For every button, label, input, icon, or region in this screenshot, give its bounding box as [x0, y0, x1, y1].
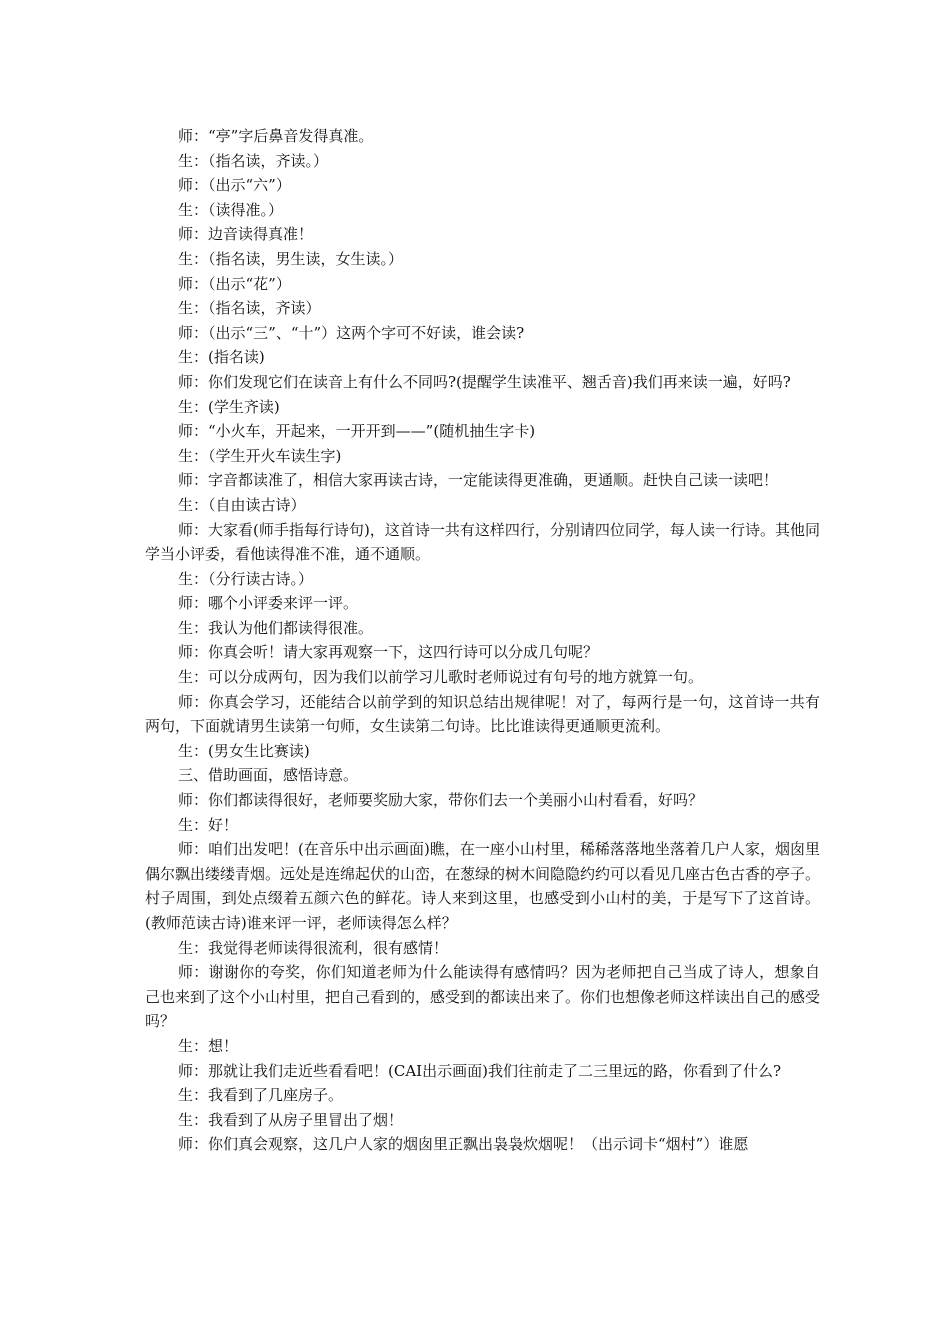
document-body: [145, 124, 820, 1157]
paragraph: 生：（学生开火车读生字): [178, 446, 342, 465]
paragraph: 生：(指名读): [178, 348, 265, 367]
paragraph: 生：（指名读，齐读。）: [178, 151, 329, 170]
paragraph: 生：我觉得老师读得很流利，很有感情！: [178, 938, 449, 957]
paragraph: 师：“亭”字后鼻音发得真准。: [178, 127, 374, 145]
paragraph: 师：咱们出发吧！(在音乐中出示画面)瞧，在一座小山村里，稀稀落落地坐落着几户人家，烟囱里偶尔飘出缕缕青烟。远处是连绵起伏的山峦，在葱绿的树木间隐隐约约可以看见几座古色古香的亭子。村子周围，到处点缀着五颜六色的鲜花。诗人来到这里，也感受到小山村的美，于是写下了这首诗。(教师范读古诗)谁来评一评，老师读得怎么样？: [145, 840, 821, 932]
paragraph: 师：你们都读得很好，老师要奖励大家，带你们去一个美丽小山村看看，好吗？: [178, 791, 704, 810]
paragraph: 师：边音读得真准！: [178, 225, 314, 244]
paragraph: 师：你们真会观察，这几户人家的烟囱里正飘出袅袅炊烟呢！（出示词卡“烟村”）谁愿: [178, 1135, 749, 1154]
paragraph: 师：谢谢你的夸奖，你们知道老师为什么能读得有感情吗？因为老师把自己当成了诗人，想象自己也来到了这个小山村里，把自己看到的，感受到的都读出来了。你们也想像老师这样读出自己的感受吗？: [145, 963, 821, 1031]
paragraph: 生：可以分成两句，因为我们以前学习儿歌时老师说过有句号的地方就算一句。: [178, 668, 704, 687]
paragraph: 生：（分行读古诗。）: [178, 569, 314, 588]
paragraph: 生：（指名读，齐读）: [178, 299, 321, 318]
paragraph: 师：你真会听！请大家再观察一下，这四行诗可以分成几句呢？: [178, 643, 599, 662]
paragraph: 生：好！: [178, 815, 239, 834]
section-heading: 三、借助画面，感悟诗意。: [178, 766, 359, 785]
paragraph: 生：（自由读古诗）: [178, 495, 306, 514]
paragraph: 师：字音都读准了，相信大家再读古诗，一定能读得更准确，更通顺。赶快自己读一读吧！: [178, 471, 779, 490]
paragraph: 生：我看到了几座房子。: [178, 1086, 344, 1105]
paragraph: 师：（出示“三”、“十”）这两个字可不好读，谁会读?: [178, 323, 525, 342]
paragraph: 师：你们发现它们在读音上有什么不同吗?(提醒学生读准平、翘舌音)我们再来读一遍，好吗?: [178, 372, 791, 391]
paragraph: 师：（出示“花”）: [178, 274, 291, 293]
paragraph: 生：想！: [178, 1036, 239, 1055]
paragraph: 生：（指名读，男生读，女生读。）: [178, 249, 404, 268]
paragraph: 师：哪个小评委来评一评。: [178, 594, 359, 613]
paragraph: 生：(学生齐读): [178, 397, 280, 416]
paragraph: 生：（读得准。）: [178, 200, 284, 219]
paragraph: 生：(男女生比赛读): [178, 741, 310, 760]
paragraph: 师：大家看(师手指每行诗句)，这首诗一共有这样四行，分别请四位同学，每人读一行诗。其他同学当小评委，看他读得准不准，通不通顺。: [145, 520, 820, 564]
paragraph: 师：你真会学习，还能结合以前学到的知识总结出规律呢！对了，每两行是一句，这首诗一共有两句，下面就请男生读第一句师，女生读第二句诗。比比谁读得更通顺更流利。: [145, 692, 820, 736]
paragraph: 师：那就让我们走近些看看吧！(CAI出示画面)我们往前走了二三里远的路，你看到了什么?: [178, 1061, 781, 1080]
paragraph: 生：我认为他们都读得很准。: [178, 618, 374, 637]
paragraph: 师：（出示“六”）: [178, 176, 291, 195]
paragraph: 生：我看到了从房子里冒出了烟！: [178, 1110, 404, 1129]
paragraph: 师：“小火车，开起来，一开开到——”(随机抽生字卡): [178, 422, 536, 441]
